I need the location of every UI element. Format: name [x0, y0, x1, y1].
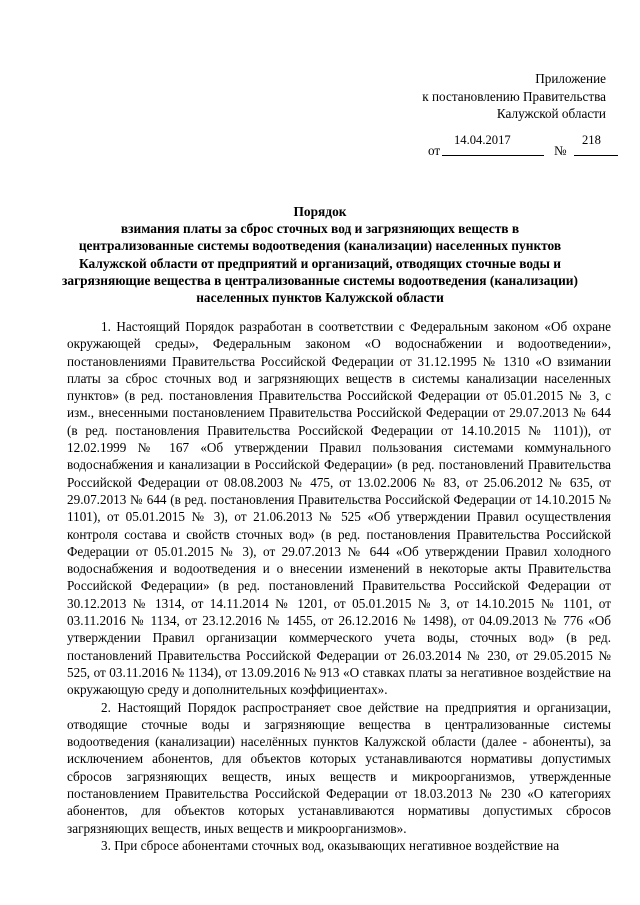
title-line-2: взимания платы за сброс сточных вод и загрязняющих веществ в — [120, 221, 520, 237]
number-label: № — [554, 143, 567, 158]
title-line-4: Калужской области от предприятий и организаций, отводящих сточные воды и — [79, 255, 561, 271]
appendix-line-3: Калужской области — [496, 106, 606, 121]
paragraph-2: 2. Настоящий Порядок распространяет свое действие на предприятия и организации, отводящие сточные воды и загрязняющие вещества в централизованные системы водоотведения (канализации) населённых пунктов Калужской области (далее - абоненты), за исключением абонентов, для объектов которых устанавливаются нормативы допустимых сбросов загрязняющих веществ, иных веществ и микроорганизмов, утвержденные постановлением Правительства Российской Федерации от 18.03.2013 № 230 «О категориях абонентов, для объектов которых устанавливаются нормативы допустимых сбросов загрязняющих веществ, иных веществ и микроорганизмов». — [67, 699, 611, 836]
document-title — [56, 203, 584, 306]
title-line-3: централизованные системы водоотведения (канализации) населенных пунктов — [78, 238, 562, 254]
title-line-5: загрязняющие вещества в централизованные системы водоотведения (канализации) — [62, 272, 578, 288]
title-line-6: населенных пунктов Калужской области — [196, 290, 444, 306]
resolution-dateline — [428, 133, 618, 159]
paragraph-1: 1. Настоящий Порядок разработан в соответствии с Федеральным законом «Об охране окружающей среды», Федеральным законом «О водоснабжении и водоотведении», постановлениями Правительства Российской Федерации от 31.12.1995 № 1310 «О взимании платы за сброс сточных вод и загрязняющих веществ в системы канализации населенных пунктов» (в ред. постановления Правительства Российской Федерации от 05.01.2015 № 3, с изм., внесенными постановлением Правительства Российской Федерации от 29.07.2013 № 644 (в ред. постановления Правительства Российской Федерации от 14.10.2015 № 1101)), от 12.02.1999 № 167 «Об утверждении Правил пользования системами коммунального водоснабжения и канализации в Российской Федерации» (в ред. постановлений Правительства Российской Федерации от 08.08.2003 № 475, от 13.02.2006 № 83, от 25.06.2012 № 635, от 29.07.2013 № 644 (в ред. постановления Правительства Российской Федерации от 14.10.2015 № 1101), от 05.01.2015 № 3), от 21.06.2013 № 525 «Об утверждении Правил осуществления контроля состава и свойств сточных вод» (в ред. постановления Правительства Российской Федерации от 05.01.2015 № 3), от 29.07.2013 № 644 «Об утверждении Правил холодного водоснабжения и водоотведения и о внесении изменений в некоторые акты Правительства Российской Федерации» (в ред. постановлений Правительства Российской Федерации от 30.12.2013 № 1314, от 14.11.2014 № 1201, от 05.01.2015 № 3, от 14.10.2015 № 1101, от 03.11.2016 № 1134, от 23.12.2016 № 1455, от 26.12.2016 № 1498), от 04.09.2013 № 776 «Об утверждении Правил организации коммерческого учета воды, сточных вод» (в ред. постановлений Правительства Российской Федерации от 26.03.2014 № 230, от 29.05.2015 № 525, от 03.11.2016 № 1134), от 13.09.2016 № 913 «О ставках платы за негативное воздействие на окружающую среду и дополнительных коэффициентах». — [67, 319, 611, 698]
document-body — [67, 318, 611, 854]
appendix-header — [422, 70, 606, 123]
resolution-number: 218 — [582, 133, 601, 147]
paragraph-3: 3. При сбросе абонентами сточных вод, оказывающих негативное воздействие на — [101, 837, 560, 853]
appendix-line-1: Приложение — [535, 71, 606, 86]
resolution-date: 14.04.2017 — [454, 133, 511, 147]
title-line-1: Порядок — [293, 204, 347, 219]
appendix-line-2: к постановлению Правительства — [422, 88, 606, 104]
from-label: от — [428, 143, 441, 158]
